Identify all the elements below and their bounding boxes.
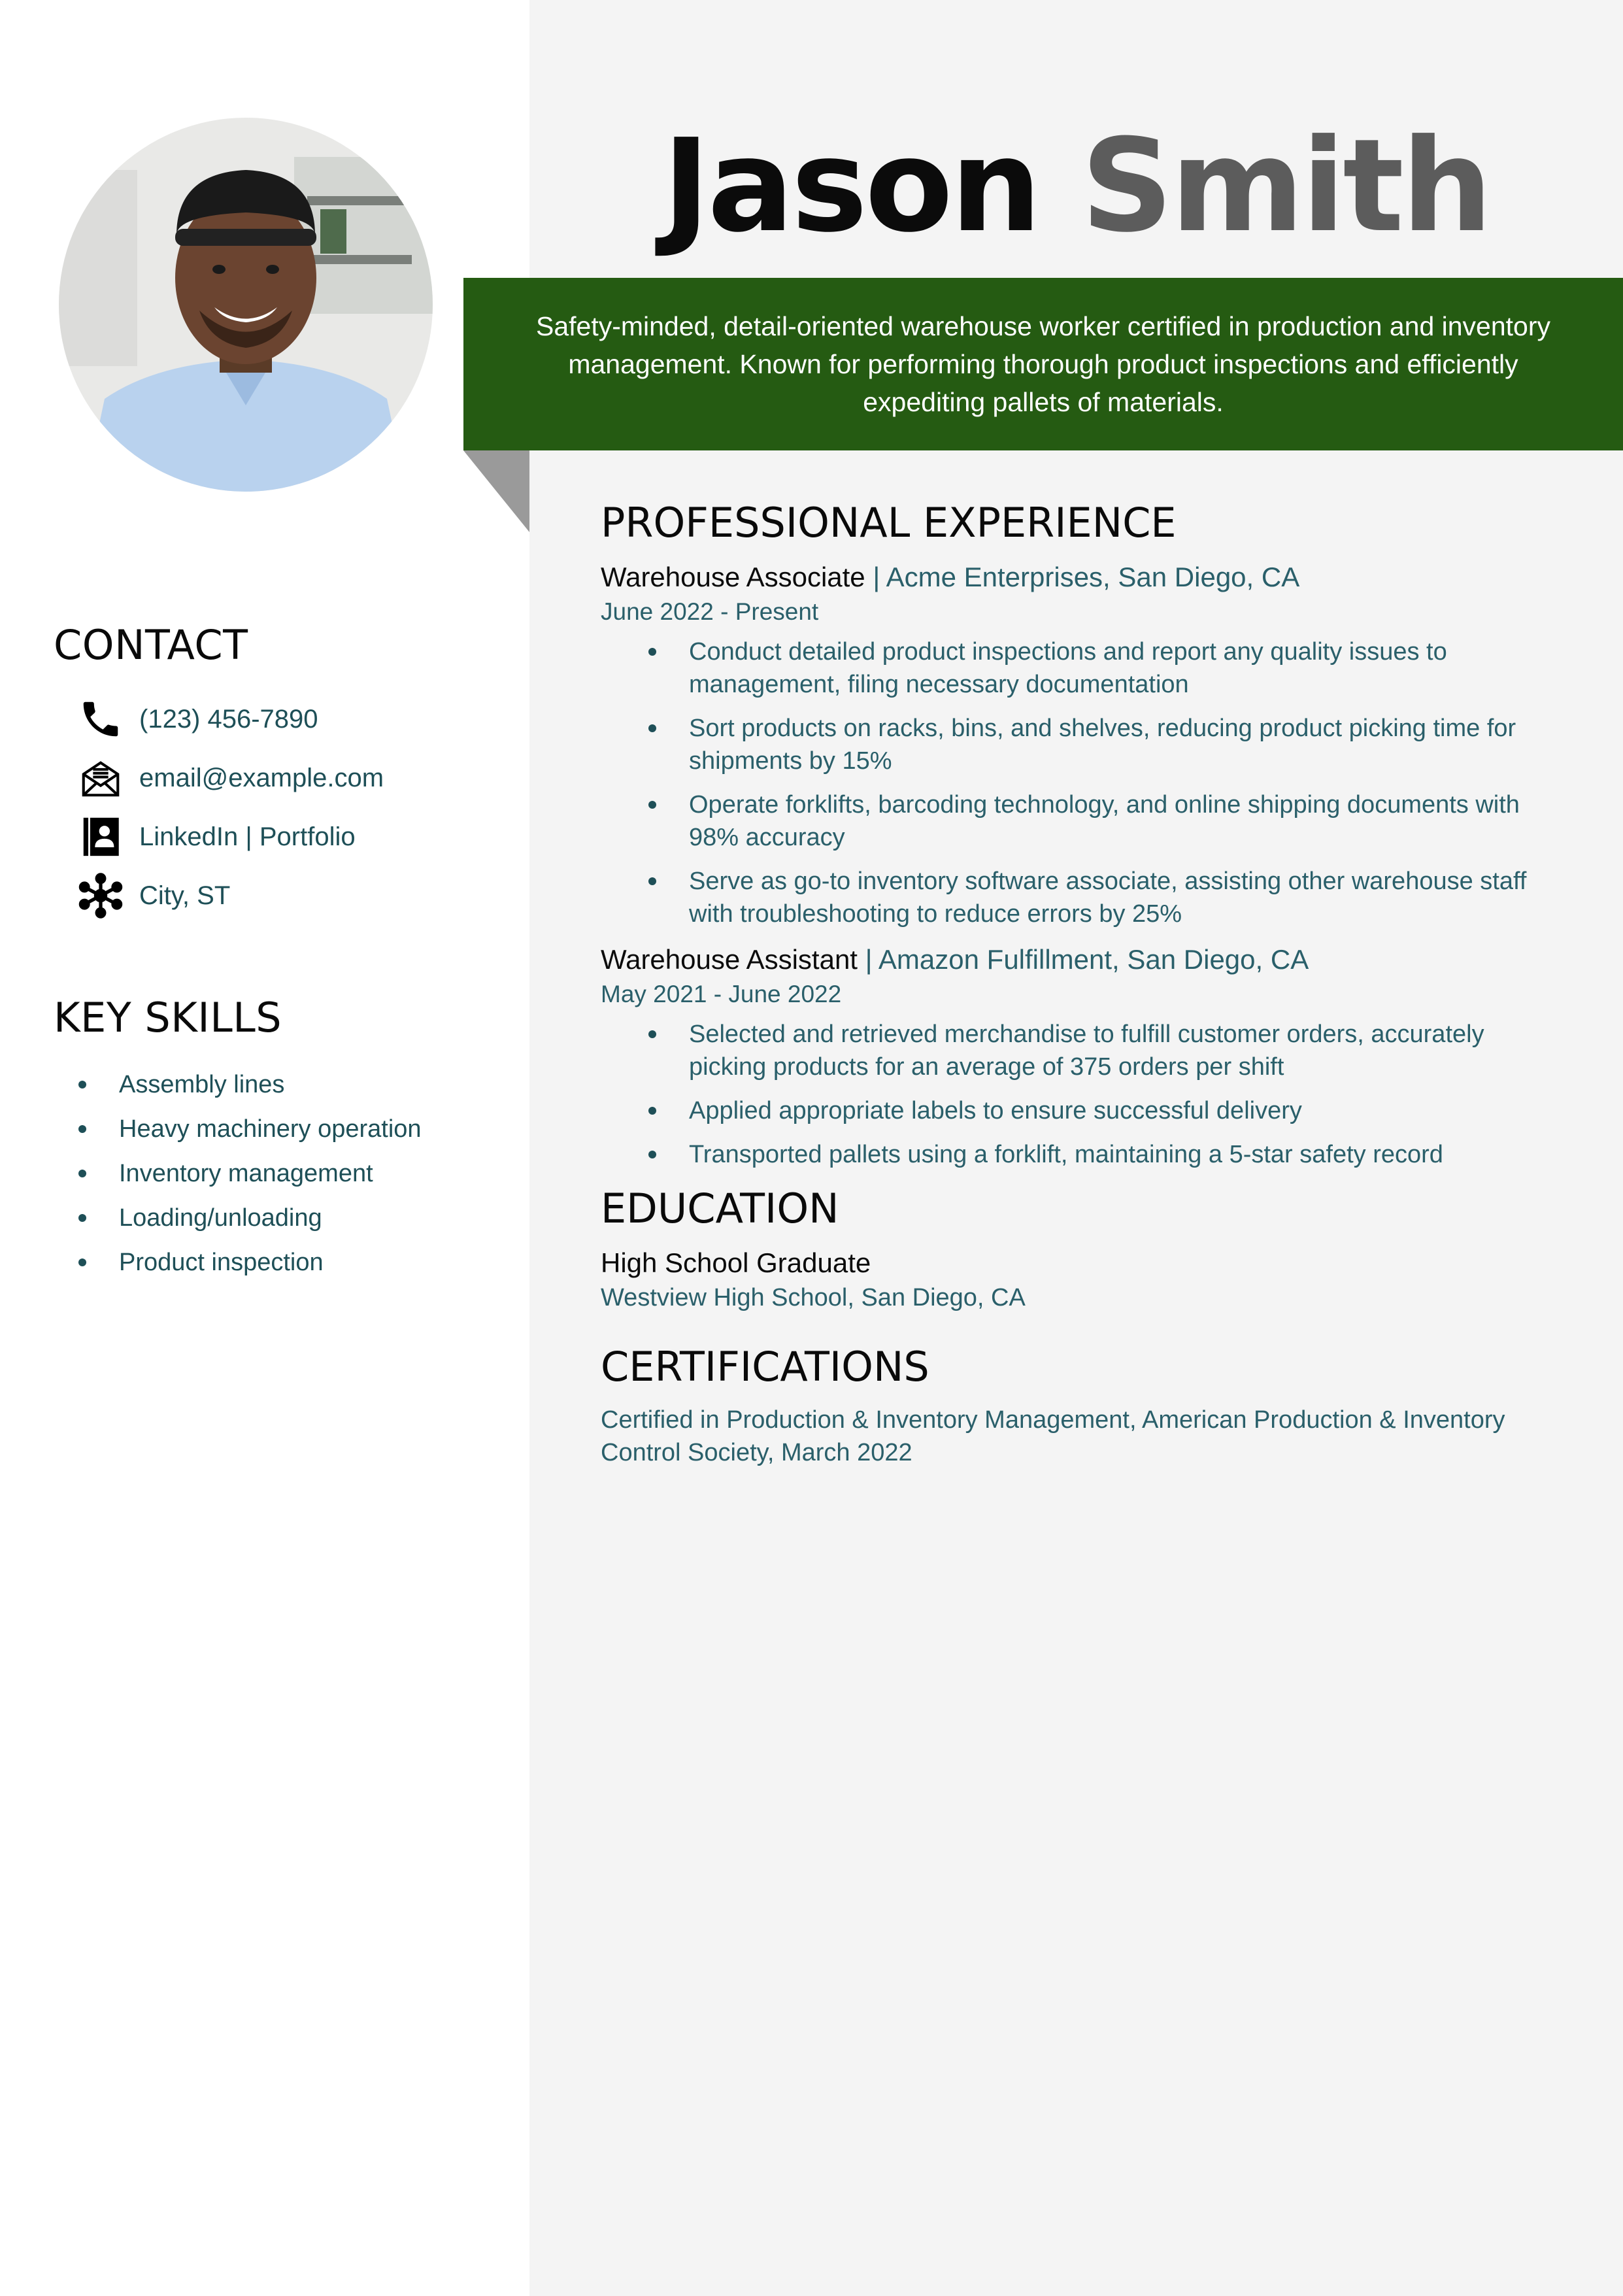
experience-section bbox=[601, 497, 1562, 1171]
contact-book-icon bbox=[75, 811, 126, 862]
job-role: Warehouse Assistant bbox=[601, 944, 858, 975]
contact-email-text[interactable]: email@example.com bbox=[139, 763, 384, 792]
skill-item: Loading/unloading bbox=[78, 1196, 422, 1240]
certifications-section bbox=[601, 1341, 1562, 1469]
summary-text: Safety-minded, detail-oriented warehouse worker certified in production and inventory management. Known for performing thorough product inspections and efficiently expediting pallets of materials. bbox=[535, 311, 1550, 417]
job-dates: June 2022 - Present bbox=[601, 598, 819, 625]
job-separator: | bbox=[857, 944, 878, 975]
contact-email bbox=[75, 749, 384, 807]
summary-banner bbox=[463, 278, 1623, 450]
job-dates: May 2021 - June 2022 bbox=[601, 981, 842, 1007]
bullet-dot-icon bbox=[78, 1081, 86, 1089]
bullet-dot-icon bbox=[78, 1170, 86, 1177]
contact-links-text[interactable]: LinkedIn | Portfolio bbox=[139, 822, 356, 851]
bullet-dot-icon bbox=[78, 1125, 86, 1133]
job-org: Amazon Fulfillment, San Diego, CA bbox=[878, 944, 1309, 975]
job-bullet: Applied appropriate labels to ensure successful delivery bbox=[689, 1094, 1562, 1127]
job-bullet: Sort products on racks, bins, and shelves, reducing product picking time for shipments by 15% bbox=[689, 712, 1562, 777]
candidate-name bbox=[529, 112, 1623, 261]
education-degree: High School Graduate bbox=[601, 1247, 871, 1278]
contact-phone bbox=[75, 690, 384, 749]
bullet-dot-icon bbox=[78, 1258, 86, 1266]
main-content bbox=[601, 497, 1562, 1469]
education-school: Westview High School, San Diego, CA bbox=[601, 1284, 1026, 1311]
envelope-icon bbox=[75, 752, 126, 803]
job-bullets bbox=[601, 1018, 1562, 1171]
job-org: Acme Enterprises, San Diego, CA bbox=[886, 562, 1300, 592]
job-bullet: Serve as go-to inventory software associate, assisting other warehouse staff with troubleshooting to reduce errors by 25% bbox=[689, 865, 1562, 930]
skills-heading: KEY SKILLS bbox=[54, 994, 282, 1041]
bullet-dot-icon bbox=[78, 1214, 86, 1222]
sidebar bbox=[0, 0, 529, 2296]
contact-phone-text[interactable]: (123) 456-7890 bbox=[139, 704, 318, 734]
first-name: Jason bbox=[662, 112, 1039, 261]
job-bullet: Conduct detailed product inspections and report any quality issues to management, filing necessary documentation bbox=[689, 635, 1562, 701]
job-bullet: Selected and retrieved merchandise to fulfill customer orders, accurately picking products for an average of 375 orders per shift bbox=[689, 1018, 1562, 1083]
skill-item: Inventory management bbox=[78, 1151, 422, 1196]
job-bullet: Transported pallets using a forklift, maintaining a 5-star safety record bbox=[689, 1138, 1562, 1171]
job-header bbox=[601, 942, 1562, 977]
contact-list bbox=[75, 690, 384, 925]
skill-item: Heavy machinery operation bbox=[78, 1107, 422, 1151]
experience-heading: PROFESSIONAL EXPERIENCE bbox=[601, 499, 1177, 547]
skill-item: Product inspection bbox=[78, 1240, 422, 1285]
network-icon bbox=[75, 870, 126, 921]
profile-photo bbox=[59, 118, 433, 492]
job-entry bbox=[601, 560, 1562, 930]
banner-fold bbox=[463, 450, 529, 532]
job-bullet: Operate forklifts, barcoding technology, and online shipping documents with 98% accuracy bbox=[689, 788, 1562, 854]
last-name: Smith bbox=[1080, 112, 1490, 261]
job-header bbox=[601, 560, 1562, 595]
phone-icon bbox=[75, 694, 126, 745]
education-heading: EDUCATION bbox=[601, 1185, 839, 1232]
contact-location-text: City, ST bbox=[139, 881, 231, 910]
contact-location bbox=[75, 866, 384, 925]
skills-list bbox=[78, 1062, 422, 1285]
education-section bbox=[601, 1183, 1562, 1315]
job-bullets bbox=[601, 635, 1562, 930]
contact-links bbox=[75, 807, 384, 866]
skill-item: Assembly lines bbox=[78, 1062, 422, 1107]
job-separator: | bbox=[865, 562, 886, 592]
job-role: Warehouse Associate bbox=[601, 562, 865, 592]
contact-heading: CONTACT bbox=[54, 621, 248, 669]
job-entry bbox=[601, 942, 1562, 1171]
certification-text: Certified in Production & Inventory Management, American Production & Inventory Control Society, March 2022 bbox=[601, 1406, 1505, 1466]
certifications-heading: CERTIFICATIONS bbox=[601, 1343, 929, 1391]
